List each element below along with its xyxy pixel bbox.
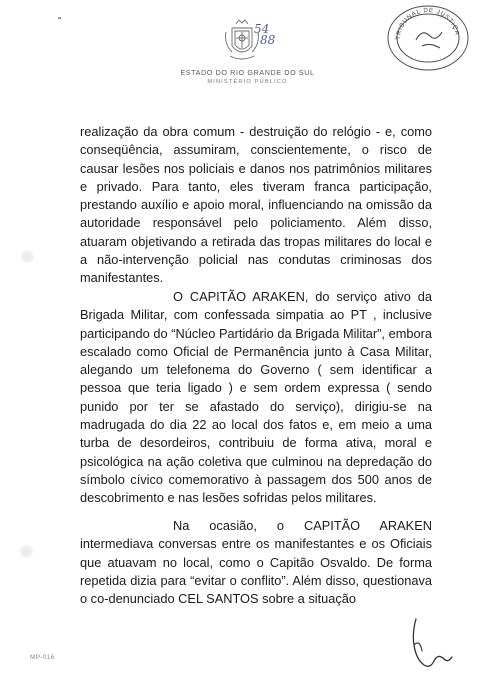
speck-mark bbox=[58, 17, 61, 19]
header-org-line1: ESTADO DO RIO GRANDE DO SUL bbox=[180, 68, 315, 77]
handwritten-signature-icon bbox=[394, 615, 454, 671]
body-paragraph-2: O CAPITÃO ARAKEN, do serviço ativo da Brigada Militar, com confessada simpatia ao PT , inclusive participando do “Núcleo Partidário da Brigada Militar”, embora escalado como Oficial de Permanência junto à Casa Militar, alegando um telefonema do Governo ( sem identificar a pessoa que teria ligado ) e sem ordem expressa ( sendo punido por ter se afastado do serviço), dirigiu-se na madrugada do dia 22 ao local dos fatos e, em meio a uma turba de desordeiros, contribuiu de forma ativa, moral e psicológica na ação coletiva que culminou na depredação do símbolo cívico comemorativo à passagem dos 500 anos de descobrimento e nas lesões sofridas pelos militares. bbox=[80, 289, 432, 506]
handwritten-number-bottom: 88 bbox=[260, 33, 276, 47]
circular-rubber-stamp-icon bbox=[382, 2, 474, 74]
handwritten-number-top: 54 bbox=[254, 22, 270, 36]
body-paragraph-1: realização da obra comum - destruição do relógio - e, como conseqüência, assumiram, conscientemente, o risco de causar lesões nos policiais e danos nos patrimônios militares e privado. Para tanto, eles tiveram franca participação, prestando auxílio e apoio moral, influenciando na omissão da autoridade responsável pelo policiamento. Além disso, atuaram objetivando a retirada das tropas militares do local e a não-intervenção policial nas condutas criminosas dos manifestantes. bbox=[80, 124, 432, 286]
form-code: MP-016 bbox=[30, 654, 55, 661]
stamp-text: TRIBUNAL DE JUSTIÇA bbox=[394, 6, 461, 41]
punch-hole bbox=[21, 250, 34, 263]
punch-hole bbox=[20, 545, 33, 558]
handwritten-page-number bbox=[254, 24, 275, 46]
header-org-line2: MINISTÉRIO PÚBLICO bbox=[207, 79, 288, 85]
body-paragraph-3: Na ocasião, o CAPITÃO ARAKEN intermediava conversas entre os manifestantes e os Oficiais que atuavam no local, como o Capitão Osvaldo. De forma repetida dizia para “evitar o conflito”. Além disso, questionava o co-denunciado CEL SANTOS sobre a situação bbox=[80, 518, 432, 607]
